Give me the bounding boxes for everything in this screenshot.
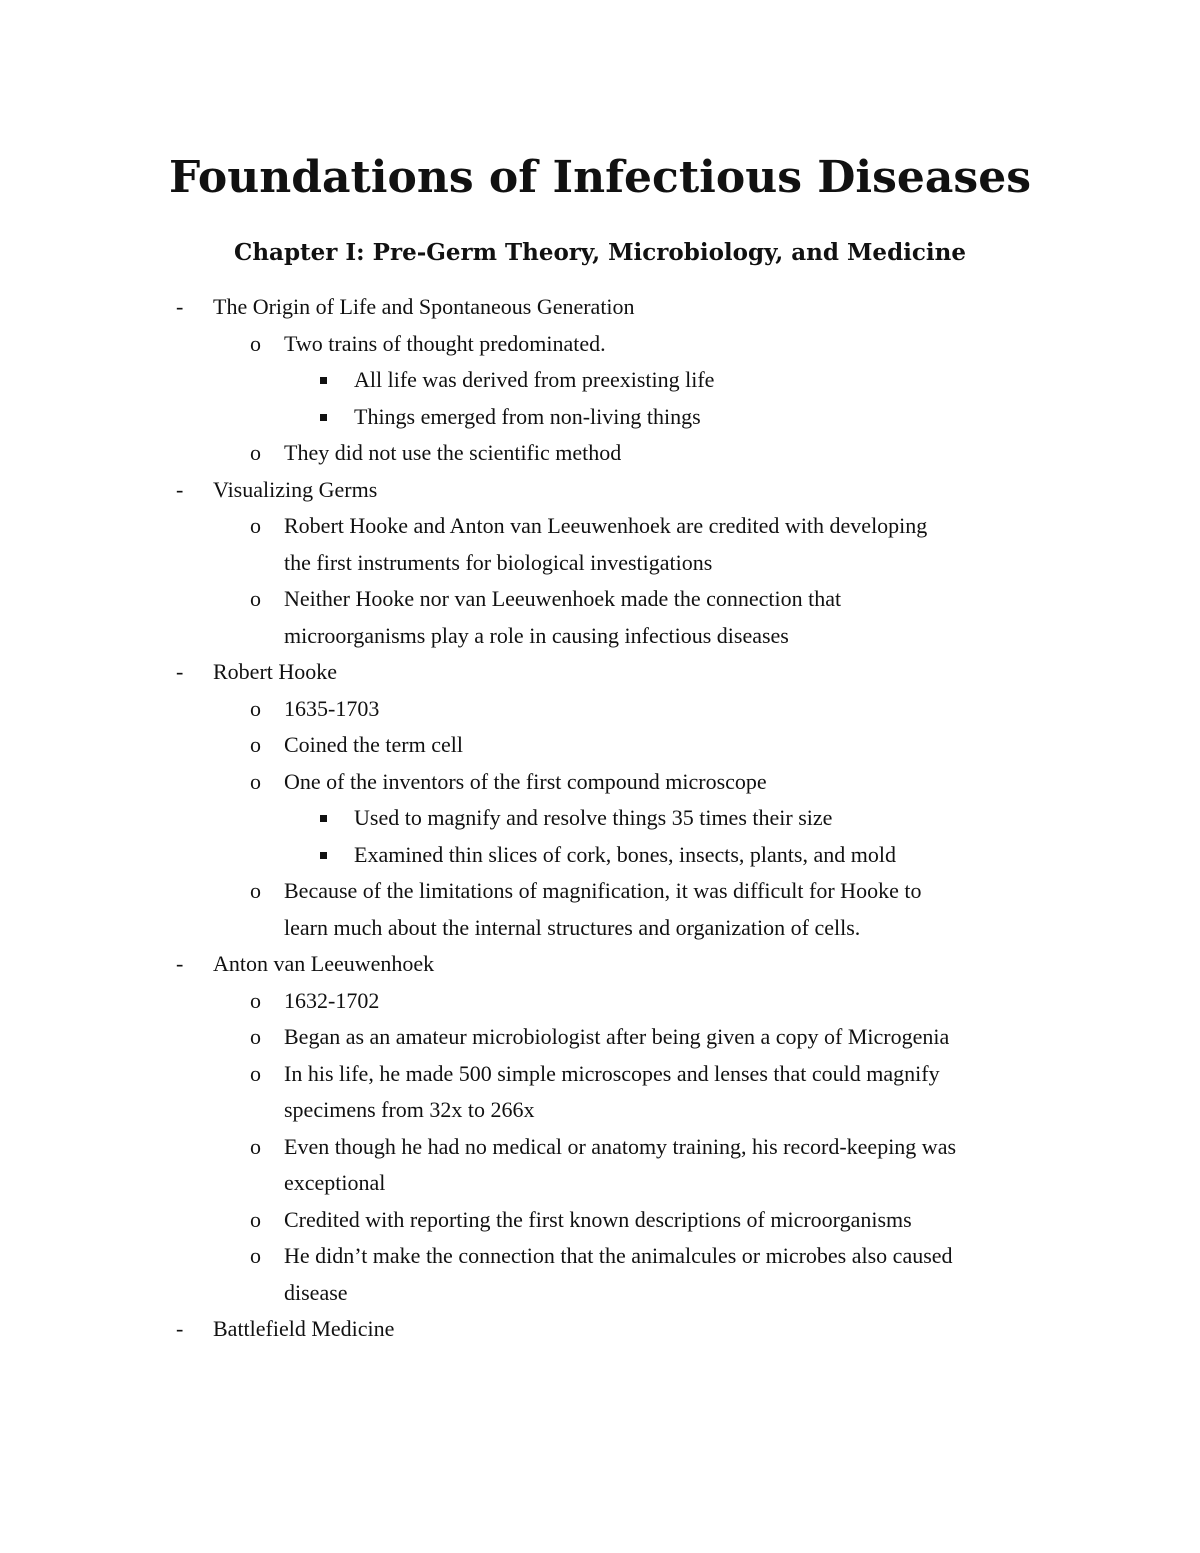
dash-bullet: - [176, 659, 184, 684]
section-heading: Battlefield Medicine [213, 1316, 395, 1341]
dash-bullet: - [176, 294, 184, 319]
subitem-text: Examined thin slices of cork, bones, insects, plants, and mold [354, 841, 896, 867]
section-heading: Anton van Leeuwenhoek [213, 951, 435, 976]
section-heading: The Origin of Life and Spontaneous Generation [213, 294, 635, 319]
circle-bullet: o [250, 878, 261, 903]
circle-bullet: o [250, 1060, 261, 1086]
circle-bullet: o [250, 987, 261, 1013]
item-text-line: the first instruments for biological investigations [284, 549, 713, 575]
item-text: 1635-1703 [284, 695, 380, 721]
item-text: 1632-1702 [284, 987, 380, 1013]
circle-bullet: o [250, 1206, 261, 1232]
item-text-line: disease [284, 1279, 348, 1305]
item-text: Credited with reporting the first known descriptions of microorganisms [284, 1206, 912, 1232]
item-text: Coined the term cell [284, 732, 463, 757]
square-bullet-icon [320, 852, 327, 859]
item-text-line: In his life, he made 500 simple microscopes and lenses that could magnify [284, 1060, 940, 1086]
item-text-line: specimens from 32x to 266x [284, 1097, 535, 1122]
item-text: Began as an amateur microbiologist after being given a copy of Microgenia [284, 1024, 950, 1049]
chapter-title: Chapter I: Pre-Germ Theory, Microbiology, and Medicine [234, 239, 966, 266]
item-text-line: learn much about the internal structures and organization of cells. [284, 914, 861, 940]
circle-bullet: o [250, 1243, 261, 1268]
dash-bullet: - [176, 1316, 184, 1341]
item-text-line: exceptional [284, 1170, 386, 1195]
square-bullet-icon [320, 815, 327, 822]
item-text: Two trains of thought predominated. [284, 330, 606, 356]
item-text: They did not use the scientific method [284, 440, 622, 465]
document-title: Foundations of Infectious Diseases [169, 152, 1031, 203]
circle-bullet: o [250, 330, 261, 356]
item-text-line: Because of the limitations of magnification, it was difficult for Hooke to [284, 878, 922, 903]
dash-bullet: - [176, 476, 184, 502]
circle-bullet: o [250, 768, 261, 794]
square-bullet-icon [320, 414, 327, 421]
square-bullet-icon [320, 377, 327, 384]
subitem-text: Things emerged from non-living things [354, 403, 701, 429]
dash-bullet: - [176, 951, 184, 976]
item-text: One of the inventors of the first compound microscope [284, 768, 767, 794]
subitem-text: Used to magnify and resolve things 35 times their size [354, 805, 833, 830]
item-text-line: Robert Hooke and Anton van Leeuwenhoek are credited with developing [284, 513, 928, 538]
item-text-line: He didn’t make the connection that the animalcules or microbes also caused [284, 1243, 953, 1268]
item-text-line: Neither Hooke nor van Leeuwenhoek made the connection that [284, 586, 842, 611]
item-text-line: microorganisms play a role in causing infectious diseases [284, 622, 789, 648]
subitem-text: All life was derived from preexisting life [354, 367, 715, 392]
circle-bullet: o [250, 1024, 261, 1049]
circle-bullet: o [250, 586, 261, 611]
section-heading: Robert Hooke [213, 659, 338, 684]
circle-bullet: o [250, 440, 261, 465]
circle-bullet: o [250, 695, 261, 721]
circle-bullet: o [250, 1133, 261, 1159]
section-heading: Visualizing Germs [213, 476, 378, 502]
item-text-line: Even though he had no medical or anatomy training, his record-keeping was [284, 1133, 957, 1159]
circle-bullet: o [250, 513, 261, 538]
circle-bullet: o [250, 732, 261, 757]
